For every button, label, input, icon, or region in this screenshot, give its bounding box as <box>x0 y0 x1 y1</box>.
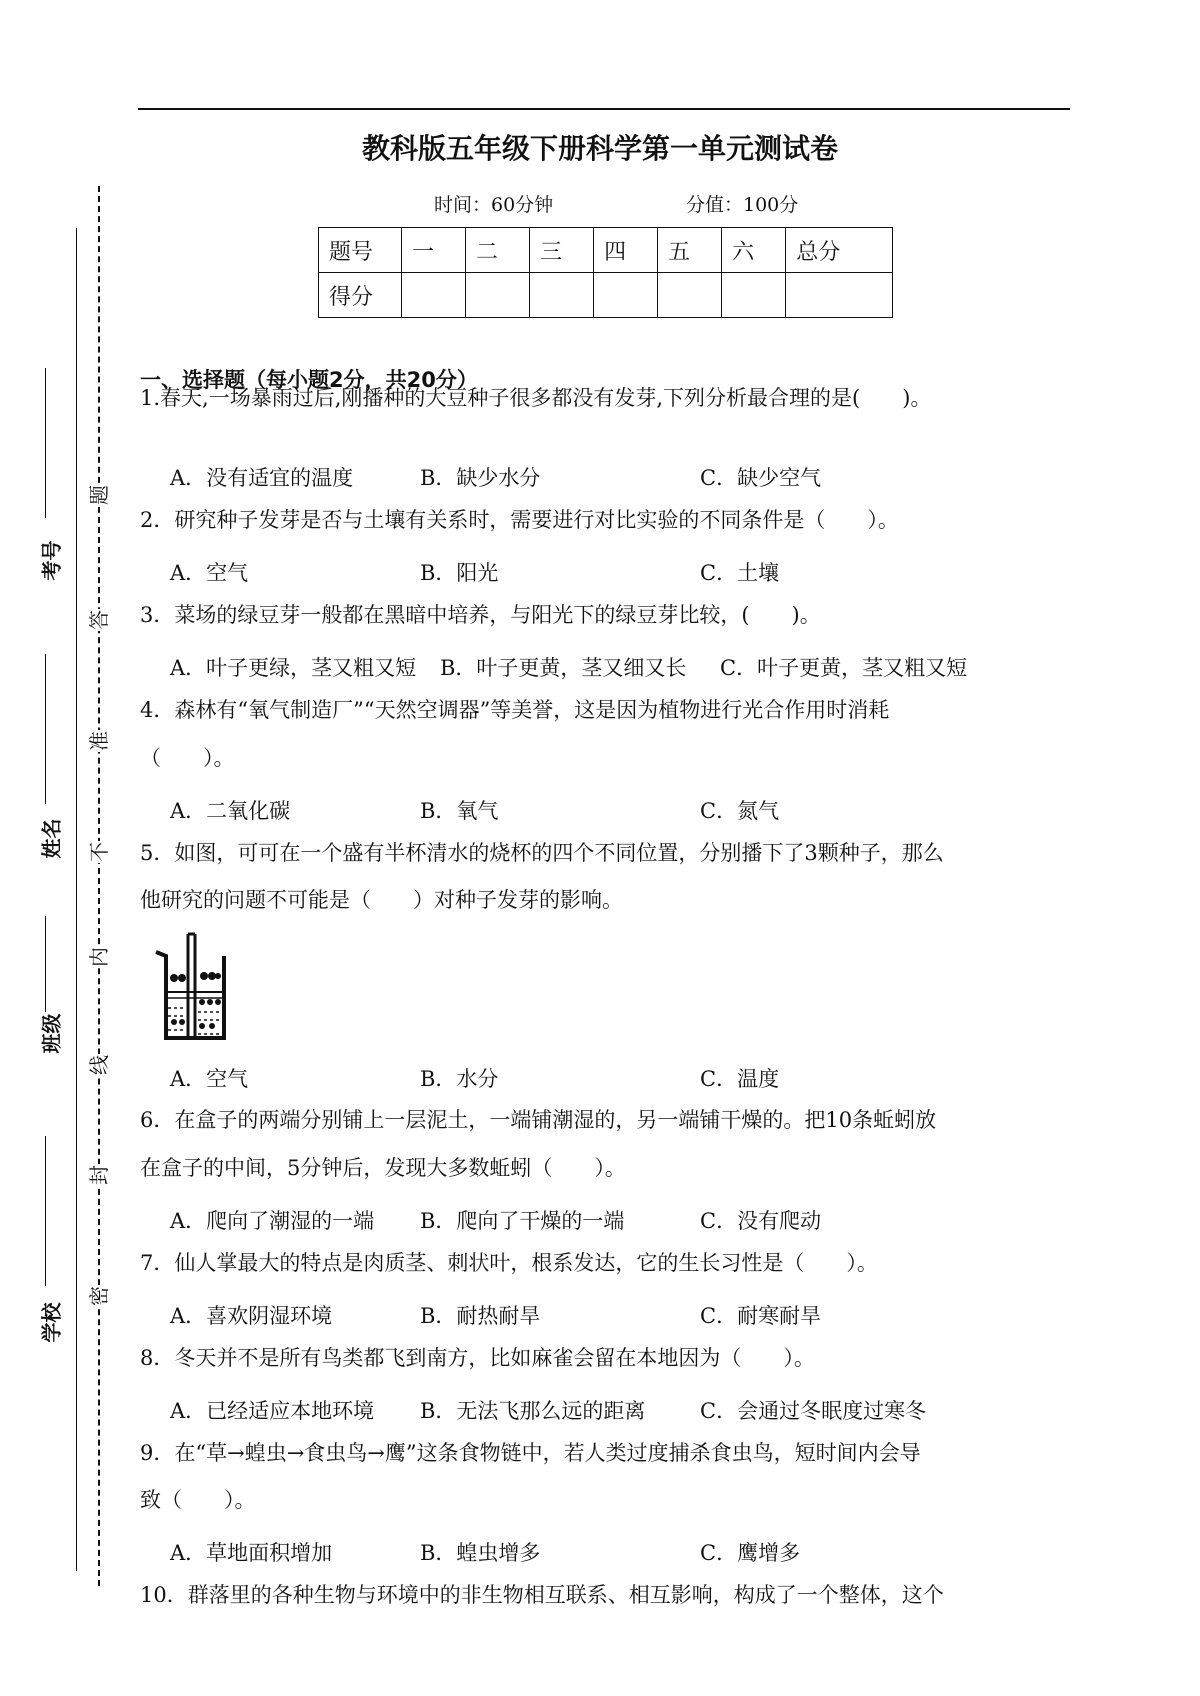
score-table-cell: 一 <box>402 228 466 273</box>
question-7-options <box>170 1300 1070 1340</box>
score-table-cell: 总分 <box>786 228 893 273</box>
option-b[interactable]: B．氧气 <box>420 799 499 823</box>
top-rule <box>138 108 1070 110</box>
question-4: 4．森林有“氧气制造厂”“天然空调器”等美誉，这是因为植物进行光合作用时消耗 <box>140 698 890 722</box>
option-c[interactable]: C．土壤 <box>700 561 780 585</box>
option-a[interactable]: A．没有适宜的温度 <box>170 466 354 490</box>
option-a[interactable]: A．空气 <box>170 561 249 585</box>
option-a[interactable]: A．爬向了潮湿的一端 <box>170 1209 375 1233</box>
binding-margin <box>0 0 130 1696</box>
option-b[interactable]: B．缺少水分 <box>420 466 541 490</box>
option-c[interactable]: C．耐寒耐旱 <box>700 1304 822 1328</box>
score-table-cell: 五 <box>658 228 722 273</box>
score-table-cell: 得分 <box>319 273 402 318</box>
option-b[interactable]: B．叶子更黄，茎又细又长 <box>440 656 687 680</box>
seal-char: 题 <box>87 485 111 505</box>
question-7: 7．仙人掌最大的特点是肉质茎、刺状叶，根系发达，它的生长习性是（ ）。 <box>140 1251 878 1275</box>
option-a[interactable]: A．草地面积增加 <box>170 1541 333 1565</box>
option-b[interactable]: B．蝗虫增多 <box>420 1541 541 1565</box>
question-8-options <box>170 1395 1070 1435</box>
question-9: 9．在“草→蝗虫→食虫鸟→鹰”这条食物链中，若人类过度捕杀食虫鸟，短时间内会导 <box>140 1441 921 1465</box>
score-entry-cell[interactable] <box>594 273 658 318</box>
option-c[interactable]: C．温度 <box>700 1067 780 1091</box>
option-b[interactable]: B．耐热耐旱 <box>420 1304 541 1328</box>
question-10: 10．群落里的各种生物与环境中的非生物相互联系、相互影响，构成了一个整体，这个 <box>140 1583 944 1607</box>
option-a[interactable]: A．空气 <box>170 1067 249 1091</box>
question-2: 2．研究种子发芽是否与土壤有关系时，需要进行对比实验的不同条件是（ ）。 <box>140 508 899 532</box>
score-entry-cell[interactable] <box>722 273 786 318</box>
section-heading-choice: 一、选择题（每小题2分，共20分） <box>140 368 478 392</box>
seal-dashed-line <box>98 186 100 1586</box>
exam-number-label: 考号 <box>39 540 64 581</box>
seal-char: 内 <box>87 947 111 967</box>
question-2-options <box>170 557 1070 597</box>
option-c[interactable]: C．叶子更黄，茎又粗又短 <box>720 656 968 680</box>
seal-char: 准 <box>87 731 111 751</box>
seal-char: 答 <box>87 610 111 630</box>
score-entry-cell[interactable] <box>658 273 722 318</box>
score-table-cell: 三 <box>530 228 594 273</box>
question-3-options <box>170 652 1070 692</box>
page-title: 教科版五年级下册科学第一单元测试卷 <box>361 132 838 165</box>
score-entry-cell[interactable] <box>466 273 530 318</box>
option-c[interactable]: C．缺少空气 <box>700 466 822 490</box>
question-9-options <box>170 1537 1070 1577</box>
question-1: 1.春天,一场暴雨过后,刚播种的大豆种子很多都没有发芽,下列分析最合理的是( )。 <box>140 386 932 410</box>
score-table <box>318 227 893 318</box>
question-3: 3．菜场的绿豆芽一般都在黑暗中培养，与阳光下的绿豆芽比较，( )。 <box>140 603 821 627</box>
seal-solid-line <box>76 228 77 1571</box>
exam-total-score: 分值：100分 <box>686 194 799 216</box>
question-8: 8．冬天并不是所有鸟类都飞到南方，比如麻雀会留在本地因为（ ）。 <box>140 1346 815 1370</box>
score-table-cell: 六 <box>722 228 786 273</box>
score-entry-cell[interactable] <box>530 273 594 318</box>
option-b[interactable]: B．爬向了干燥的一端 <box>420 1209 625 1233</box>
score-table-cell: 题号 <box>319 228 402 273</box>
option-c[interactable]: C．会通过冬眠度过寒冬 <box>700 1399 927 1423</box>
question-6-options <box>170 1205 1070 1245</box>
seal-char: 不 <box>87 842 111 862</box>
score-entry-cell[interactable] <box>786 273 893 318</box>
seal-char: 线 <box>87 1055 111 1075</box>
exam-number-field[interactable] <box>45 368 46 518</box>
option-a[interactable]: A．喜欢阴湿环境 <box>170 1304 333 1328</box>
score-table-cell: 二 <box>466 228 530 273</box>
question-5: 5．如图，可可在一个盛有半杯清水的烧杯的四个不同位置，分别播下了3颗种子，那么 <box>140 841 944 865</box>
question-4-line-2: （ ）。 <box>140 746 235 770</box>
question-9-line-2: 致（ ）。 <box>140 1488 256 1512</box>
question-5-line-2: 他研究的问题不可能是（ ）对种子发芽的影响。 <box>140 888 623 912</box>
option-c[interactable]: C．鹰增多 <box>700 1541 801 1565</box>
exam-time: 时间：60分钟 <box>434 194 554 216</box>
seal-char: 封 <box>87 1165 111 1185</box>
option-b[interactable]: B．水分 <box>420 1067 499 1091</box>
score-table-header-row <box>319 228 893 273</box>
option-c[interactable]: C．没有爬动 <box>700 1209 822 1233</box>
school-field[interactable] <box>45 1136 46 1286</box>
score-table-score-row <box>319 273 893 318</box>
school-label: 学校 <box>39 1302 64 1343</box>
option-a[interactable]: A．二氧化碳 <box>170 799 291 823</box>
class-field[interactable] <box>45 916 46 1012</box>
name-label: 姓名 <box>39 818 64 859</box>
beaker-diagram <box>152 932 232 1044</box>
question-6-line-2: 在盒子的中间，5分钟后，发现大多数蚯蚓（ ）。 <box>140 1156 626 1180</box>
seal-char: 密 <box>87 1286 111 1306</box>
option-b[interactable]: B．阳光 <box>420 561 499 585</box>
question-1-options <box>170 462 1070 502</box>
class-label: 班级 <box>39 1013 64 1054</box>
name-field[interactable] <box>45 654 46 804</box>
question-4-options <box>170 795 1070 835</box>
option-a[interactable]: A．叶子更绿，茎又粗又短 <box>170 656 417 680</box>
option-a[interactable]: A．已经适应本地环境 <box>170 1399 375 1423</box>
score-table-cell: 四 <box>594 228 658 273</box>
score-entry-cell[interactable] <box>402 273 466 318</box>
question-6: 6．在盒子的两端分别铺上一层泥土，一端铺潮湿的，另一端铺干燥的。把10条蚯蚓放 <box>140 1108 937 1132</box>
option-b[interactable]: B．无法飞那么远的距离 <box>420 1399 646 1423</box>
option-c[interactable]: C．氮气 <box>700 799 780 823</box>
